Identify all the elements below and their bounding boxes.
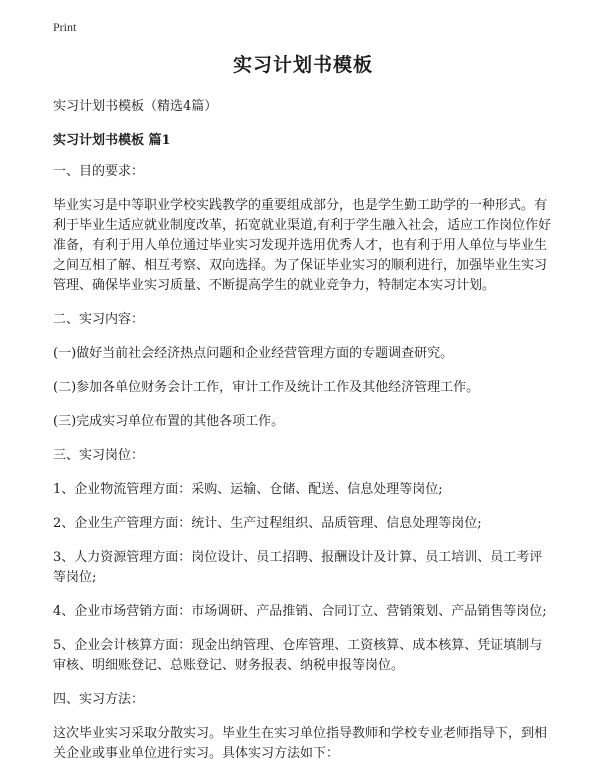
- heading-content: 二、实习内容：: [53, 312, 145, 327]
- position-item-4: 4、企业市场营销方面：市场调研、产品推销、合同订立、营销策划、产品销售等岗位;: [53, 604, 547, 619]
- position-item-3: 3、人力资源管理方面：岗位设计、员工招聘、报酬设计及计算、员工培训、员工考评等岗位;: [53, 550, 543, 585]
- position-item-5: 5、企业会计核算方面：现金出纳管理、仓库管理、工资核算、成本核算、凭证填制与审核、明细账登记、总账登记、财务报表、纳税申报等岗位。: [53, 638, 543, 673]
- paragraph-methods: 这次毕业实习采取分散实习。毕业生在实习单位指导教师和学校专业老师指导下，到相关企业或事业单位进行实习。具体实习方法如下：: [53, 726, 548, 761]
- content-item-2: (二)参加各单位财务会计工作，审计工作及统计工作及其他经济管理工作。: [53, 380, 480, 395]
- paragraph-purpose: 毕业实习是中等职业学校实践教学的重要组成部分，也是学生勤工助学的一种形式。有利于毕业生适应就业制度改革，拓宽就业渠道,有利于学生融入社会，适应工作岗位作好准备，有利于用人单位通过毕业实习发现并选用优秀人才，也有利于用人单位与毕业生之间互相了解、相互考察、双向选择。为了保证毕业实习的顺利进行，加强毕业生实习管理、确保毕业实习质量、不断提高学生的就业竞争力，特制定本实习计划。: [53, 198, 552, 293]
- section-heading: 实习计划书模板 篇1: [53, 133, 171, 148]
- heading-methods: 四、实习方法：: [53, 692, 145, 707]
- heading-positions: 三、实习岗位：: [53, 448, 145, 463]
- position-item-1: 1、企业物流管理方面：采购、运输、仓储、配送、信息处理等岗位;: [53, 482, 443, 497]
- print-label: Print: [53, 20, 77, 34]
- heading-purpose: 一、目的要求：: [53, 164, 145, 179]
- document-subtitle: 实习计划书模板（精选4篇）: [53, 99, 218, 114]
- content-item-1: (一)做好当前社会经济热点问题和企业经营管理方面的专题调查研究。: [53, 346, 454, 361]
- document-title: 实习计划书模板: [232, 54, 373, 76]
- position-item-2: 2、企业生产管理方面：统计、生产过程组织、品质管理、信息处理等岗位;: [53, 516, 482, 531]
- document-body: [53, 50, 553, 778]
- content-item-3: (三)完成实习单位布置的其他各项工作。: [53, 414, 285, 429]
